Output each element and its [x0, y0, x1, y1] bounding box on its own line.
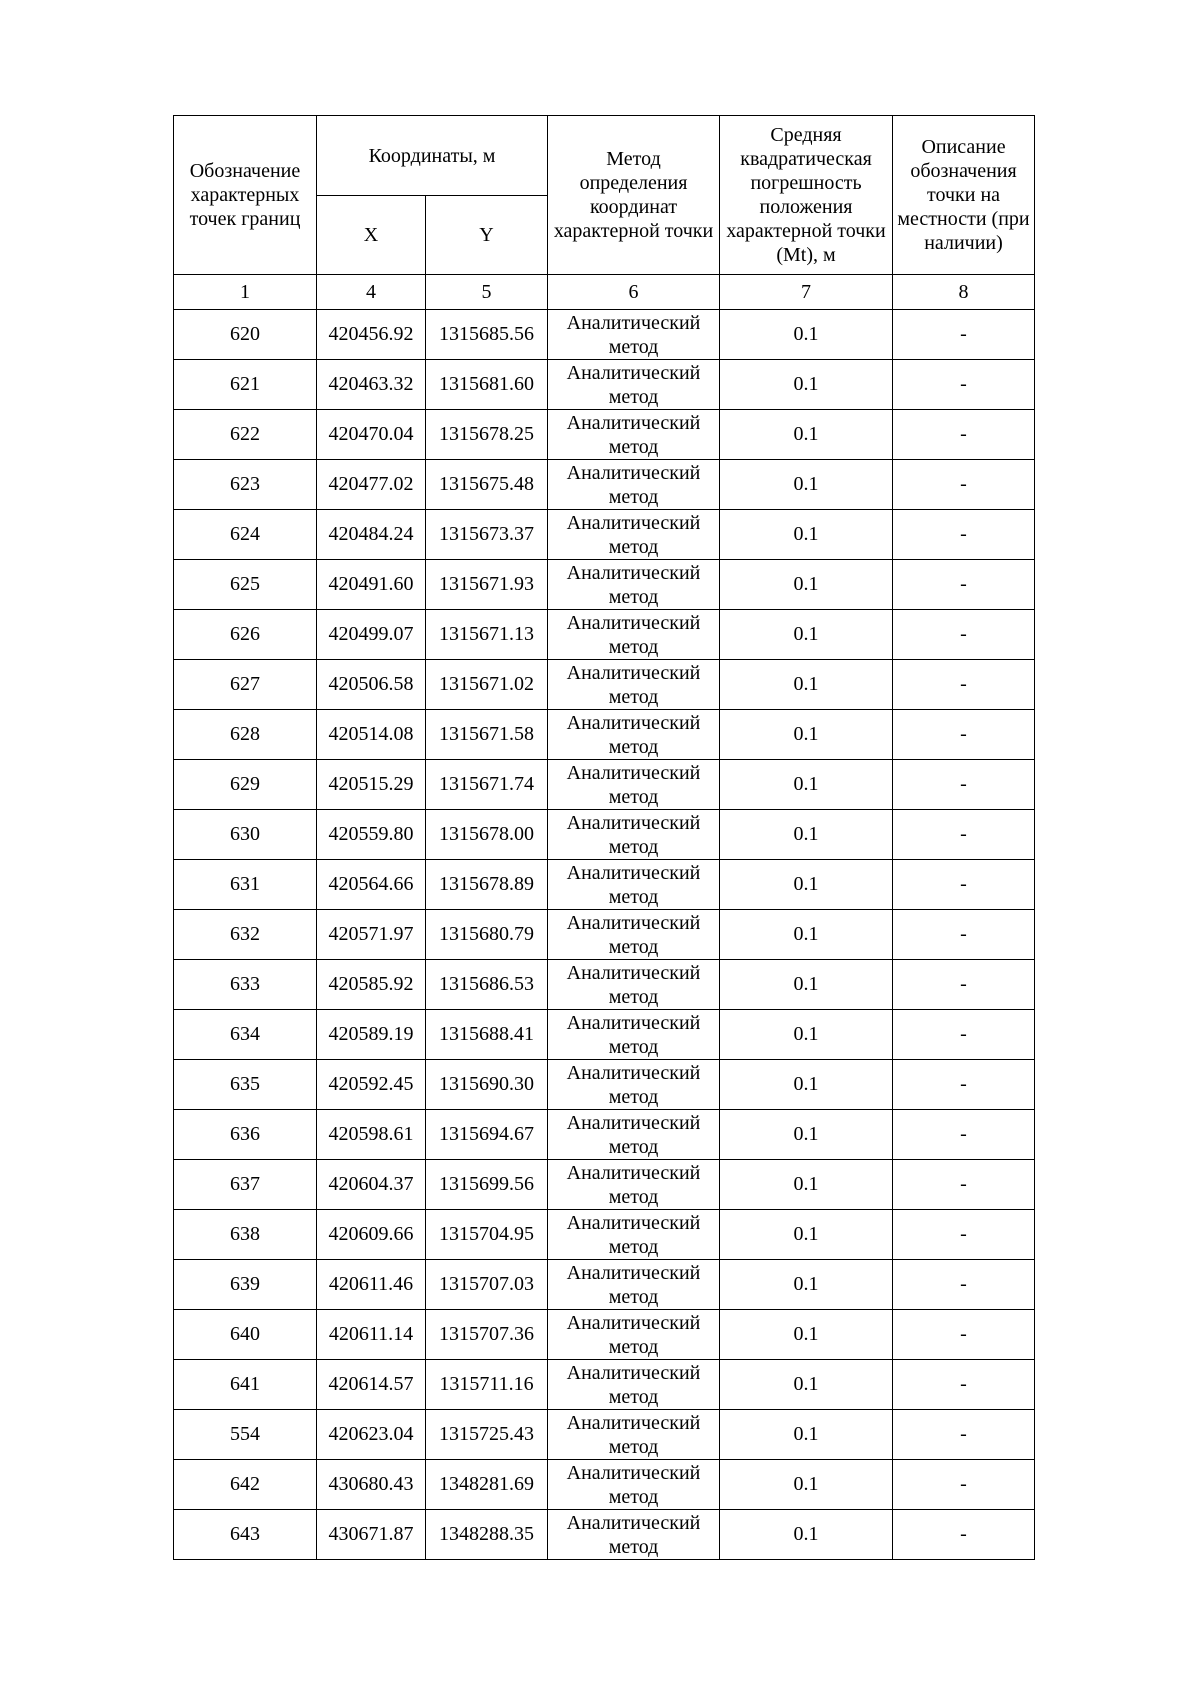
- table-row: [174, 860, 1035, 910]
- point-id-cell: 624: [174, 510, 317, 560]
- y-coordinate-cell: 1315707.03: [426, 1260, 548, 1310]
- x-coordinate-cell: 420589.19: [317, 1010, 426, 1060]
- description-cell: -: [893, 410, 1035, 460]
- method-cell: Аналитический метод: [548, 1260, 720, 1310]
- method-cell: Аналитический метод: [548, 660, 720, 710]
- description-cell: -: [893, 1460, 1035, 1510]
- point-id-cell: 626: [174, 610, 317, 660]
- y-coordinate-cell: 1315671.74: [426, 760, 548, 810]
- mean-error-cell: 0.1: [720, 660, 893, 710]
- x-coordinate-cell: 420585.92: [317, 960, 426, 1010]
- method-cell: Аналитический метод: [548, 1160, 720, 1210]
- table-row: [174, 1410, 1035, 1460]
- method-cell: Аналитический метод: [548, 860, 720, 910]
- point-id-cell: 632: [174, 910, 317, 960]
- x-coordinate-cell: 420514.08: [317, 710, 426, 760]
- description-cell: -: [893, 660, 1035, 710]
- point-id-cell: 631: [174, 860, 317, 910]
- y-coordinate-cell: 1315688.41: [426, 1010, 548, 1060]
- description-cell: -: [893, 910, 1035, 960]
- y-coordinate-cell: 1315707.36: [426, 1310, 548, 1360]
- description-cell: -: [893, 1410, 1035, 1460]
- description-cell: -: [893, 1210, 1035, 1260]
- description-cell: -: [893, 610, 1035, 660]
- mean-error-cell: 0.1: [720, 360, 893, 410]
- y-coordinate-cell: 1315704.95: [426, 1210, 548, 1260]
- x-coordinate-cell: 420611.46: [317, 1260, 426, 1310]
- mean-error-cell: 0.1: [720, 710, 893, 760]
- description-cell: -: [893, 710, 1035, 760]
- y-coordinate-cell: 1315678.00: [426, 810, 548, 860]
- column-number: 4: [317, 275, 426, 310]
- description-cell: -: [893, 310, 1035, 360]
- y-coordinate-cell: 1315680.79: [426, 910, 548, 960]
- mean-error-cell: 0.1: [720, 1210, 893, 1260]
- method-cell: Аналитический метод: [548, 1460, 720, 1510]
- table-body: [174, 310, 1035, 1560]
- table-row: [174, 1060, 1035, 1110]
- table-row: [174, 660, 1035, 710]
- table-row: [174, 510, 1035, 560]
- description-cell: -: [893, 460, 1035, 510]
- method-cell: Аналитический метод: [548, 1010, 720, 1060]
- method-cell: Аналитический метод: [548, 460, 720, 510]
- y-coordinate-cell: 1315711.16: [426, 1360, 548, 1410]
- description-cell: -: [893, 1010, 1035, 1060]
- y-coordinate-cell: 1315678.25: [426, 410, 548, 460]
- y-coordinate-cell: 1315678.89: [426, 860, 548, 910]
- point-id-cell: 637: [174, 1160, 317, 1210]
- header-y: Y: [426, 196, 548, 275]
- table-row: [174, 1210, 1035, 1260]
- mean-error-cell: 0.1: [720, 960, 893, 1010]
- description-cell: -: [893, 360, 1035, 410]
- mean-error-cell: 0.1: [720, 1060, 893, 1110]
- mean-error-cell: 0.1: [720, 810, 893, 860]
- mean-error-cell: 0.1: [720, 1260, 893, 1310]
- point-id-cell: 639: [174, 1260, 317, 1310]
- table-row: [174, 1360, 1035, 1410]
- point-id-cell: 634: [174, 1010, 317, 1060]
- column-number: 7: [720, 275, 893, 310]
- table-row: [174, 460, 1035, 510]
- y-coordinate-cell: 1315699.56: [426, 1160, 548, 1210]
- y-coordinate-cell: 1315673.37: [426, 510, 548, 560]
- mean-error-cell: 0.1: [720, 1010, 893, 1060]
- x-coordinate-cell: 420564.66: [317, 860, 426, 910]
- method-cell: Аналитический метод: [548, 1310, 720, 1360]
- point-id-cell: 554: [174, 1410, 317, 1460]
- column-number: 6: [548, 275, 720, 310]
- x-coordinate-cell: 420611.14: [317, 1310, 426, 1360]
- x-coordinate-cell: 420499.07: [317, 610, 426, 660]
- x-coordinate-cell: 420623.04: [317, 1410, 426, 1460]
- table-row: [174, 1160, 1035, 1210]
- mean-error-cell: 0.1: [720, 1460, 893, 1510]
- mean-error-cell: 0.1: [720, 1310, 893, 1360]
- table-row: [174, 810, 1035, 860]
- x-coordinate-cell: 420598.61: [317, 1110, 426, 1160]
- mean-error-cell: 0.1: [720, 1360, 893, 1410]
- mean-error-cell: 0.1: [720, 610, 893, 660]
- description-cell: -: [893, 510, 1035, 560]
- x-coordinate-cell: 420559.80: [317, 810, 426, 860]
- mean-error-cell: 0.1: [720, 860, 893, 910]
- point-id-cell: 629: [174, 760, 317, 810]
- method-cell: Аналитический метод: [548, 710, 720, 760]
- point-id-cell: 640: [174, 1310, 317, 1360]
- method-cell: Аналитический метод: [548, 360, 720, 410]
- y-coordinate-cell: 1315690.30: [426, 1060, 548, 1110]
- mean-error-cell: 0.1: [720, 1510, 893, 1560]
- method-cell: Аналитический метод: [548, 1210, 720, 1260]
- point-id-cell: 636: [174, 1110, 317, 1160]
- point-id-cell: 621: [174, 360, 317, 410]
- table-row: [174, 1460, 1035, 1510]
- x-coordinate-cell: 420592.45: [317, 1060, 426, 1110]
- point-id-cell: 642: [174, 1460, 317, 1510]
- method-cell: Аналитический метод: [548, 960, 720, 1010]
- y-coordinate-cell: 1315675.48: [426, 460, 548, 510]
- x-coordinate-cell: 420614.57: [317, 1360, 426, 1410]
- table-row: [174, 1310, 1035, 1360]
- point-id-cell: 628: [174, 710, 317, 760]
- x-coordinate-cell: 420491.60: [317, 560, 426, 610]
- y-coordinate-cell: 1315671.93: [426, 560, 548, 610]
- table-row: [174, 1510, 1035, 1560]
- point-id-cell: 633: [174, 960, 317, 1010]
- mean-error-cell: 0.1: [720, 910, 893, 960]
- y-coordinate-cell: 1315725.43: [426, 1410, 548, 1460]
- description-cell: -: [893, 760, 1035, 810]
- point-id-cell: 638: [174, 1210, 317, 1260]
- column-number: 5: [426, 275, 548, 310]
- x-coordinate-cell: 420515.29: [317, 760, 426, 810]
- header-mean-error: Средняя квадратическая погрешность положения характерной точки (Mt), м: [720, 116, 893, 275]
- coordinates-table: [173, 115, 1035, 1560]
- mean-error-cell: 0.1: [720, 760, 893, 810]
- point-id-cell: 623: [174, 460, 317, 510]
- method-cell: Аналитический метод: [548, 410, 720, 460]
- y-coordinate-cell: 1315671.02: [426, 660, 548, 710]
- y-coordinate-cell: 1315686.53: [426, 960, 548, 1010]
- method-cell: Аналитический метод: [548, 560, 720, 610]
- method-cell: Аналитический метод: [548, 1060, 720, 1110]
- point-id-cell: 630: [174, 810, 317, 860]
- table-row: [174, 1110, 1035, 1160]
- table-row: [174, 560, 1035, 610]
- y-coordinate-cell: 1348288.35: [426, 1510, 548, 1560]
- column-numbers-row: [174, 275, 1035, 310]
- method-cell: Аналитический метод: [548, 1510, 720, 1560]
- y-coordinate-cell: 1315671.13: [426, 610, 548, 660]
- table-row: [174, 360, 1035, 410]
- description-cell: -: [893, 1510, 1035, 1560]
- header-method: Метод определения координат характерной точки: [548, 116, 720, 275]
- x-coordinate-cell: 420470.04: [317, 410, 426, 460]
- method-cell: Аналитический метод: [548, 510, 720, 560]
- method-cell: Аналитический метод: [548, 810, 720, 860]
- description-cell: -: [893, 1310, 1035, 1360]
- mean-error-cell: 0.1: [720, 410, 893, 460]
- y-coordinate-cell: 1315685.56: [426, 310, 548, 360]
- y-coordinate-cell: 1315671.58: [426, 710, 548, 760]
- point-id-cell: 641: [174, 1360, 317, 1410]
- description-cell: -: [893, 960, 1035, 1010]
- header-x: X: [317, 196, 426, 275]
- mean-error-cell: 0.1: [720, 1110, 893, 1160]
- table-row: [174, 910, 1035, 960]
- mean-error-cell: 0.1: [720, 460, 893, 510]
- method-cell: Аналитический метод: [548, 1360, 720, 1410]
- description-cell: -: [893, 1060, 1035, 1110]
- method-cell: Аналитический метод: [548, 310, 720, 360]
- method-cell: Аналитический метод: [548, 1410, 720, 1460]
- description-cell: -: [893, 810, 1035, 860]
- x-coordinate-cell: 420484.24: [317, 510, 426, 560]
- mean-error-cell: 0.1: [720, 310, 893, 360]
- point-id-cell: 620: [174, 310, 317, 360]
- table-row: [174, 1010, 1035, 1060]
- mean-error-cell: 0.1: [720, 560, 893, 610]
- description-cell: -: [893, 860, 1035, 910]
- column-number: 1: [174, 275, 317, 310]
- y-coordinate-cell: 1315694.67: [426, 1110, 548, 1160]
- x-coordinate-cell: 420609.66: [317, 1210, 426, 1260]
- x-coordinate-cell: 420506.58: [317, 660, 426, 710]
- point-id-cell: 622: [174, 410, 317, 460]
- table-row: [174, 310, 1035, 360]
- description-cell: -: [893, 1360, 1035, 1410]
- method-cell: Аналитический метод: [548, 610, 720, 660]
- x-coordinate-cell: 430671.87: [317, 1510, 426, 1560]
- header-description: Описание обозначения точки на местности (при наличии): [893, 116, 1035, 275]
- method-cell: Аналитический метод: [548, 1110, 720, 1160]
- header-point-designation: Обозначение характерных точек границ: [174, 116, 317, 275]
- description-cell: -: [893, 1160, 1035, 1210]
- x-coordinate-cell: 430680.43: [317, 1460, 426, 1510]
- description-cell: -: [893, 560, 1035, 610]
- column-number: 8: [893, 275, 1035, 310]
- x-coordinate-cell: 420604.37: [317, 1160, 426, 1210]
- y-coordinate-cell: 1348281.69: [426, 1460, 548, 1510]
- table-row: [174, 410, 1035, 460]
- description-cell: -: [893, 1110, 1035, 1160]
- point-id-cell: 627: [174, 660, 317, 710]
- y-coordinate-cell: 1315681.60: [426, 360, 548, 410]
- point-id-cell: 643: [174, 1510, 317, 1560]
- x-coordinate-cell: 420463.32: [317, 360, 426, 410]
- point-id-cell: 635: [174, 1060, 317, 1110]
- table-row: [174, 610, 1035, 660]
- table-row: [174, 710, 1035, 760]
- method-cell: Аналитический метод: [548, 760, 720, 810]
- method-cell: Аналитический метод: [548, 910, 720, 960]
- table-row: [174, 760, 1035, 810]
- header-coordinates: Координаты, м: [317, 116, 548, 196]
- point-id-cell: 625: [174, 560, 317, 610]
- table-row: [174, 1260, 1035, 1310]
- table-row: [174, 960, 1035, 1010]
- x-coordinate-cell: 420456.92: [317, 310, 426, 360]
- mean-error-cell: 0.1: [720, 1160, 893, 1210]
- mean-error-cell: 0.1: [720, 510, 893, 560]
- mean-error-cell: 0.1: [720, 1410, 893, 1460]
- x-coordinate-cell: 420571.97: [317, 910, 426, 960]
- description-cell: -: [893, 1260, 1035, 1310]
- x-coordinate-cell: 420477.02: [317, 460, 426, 510]
